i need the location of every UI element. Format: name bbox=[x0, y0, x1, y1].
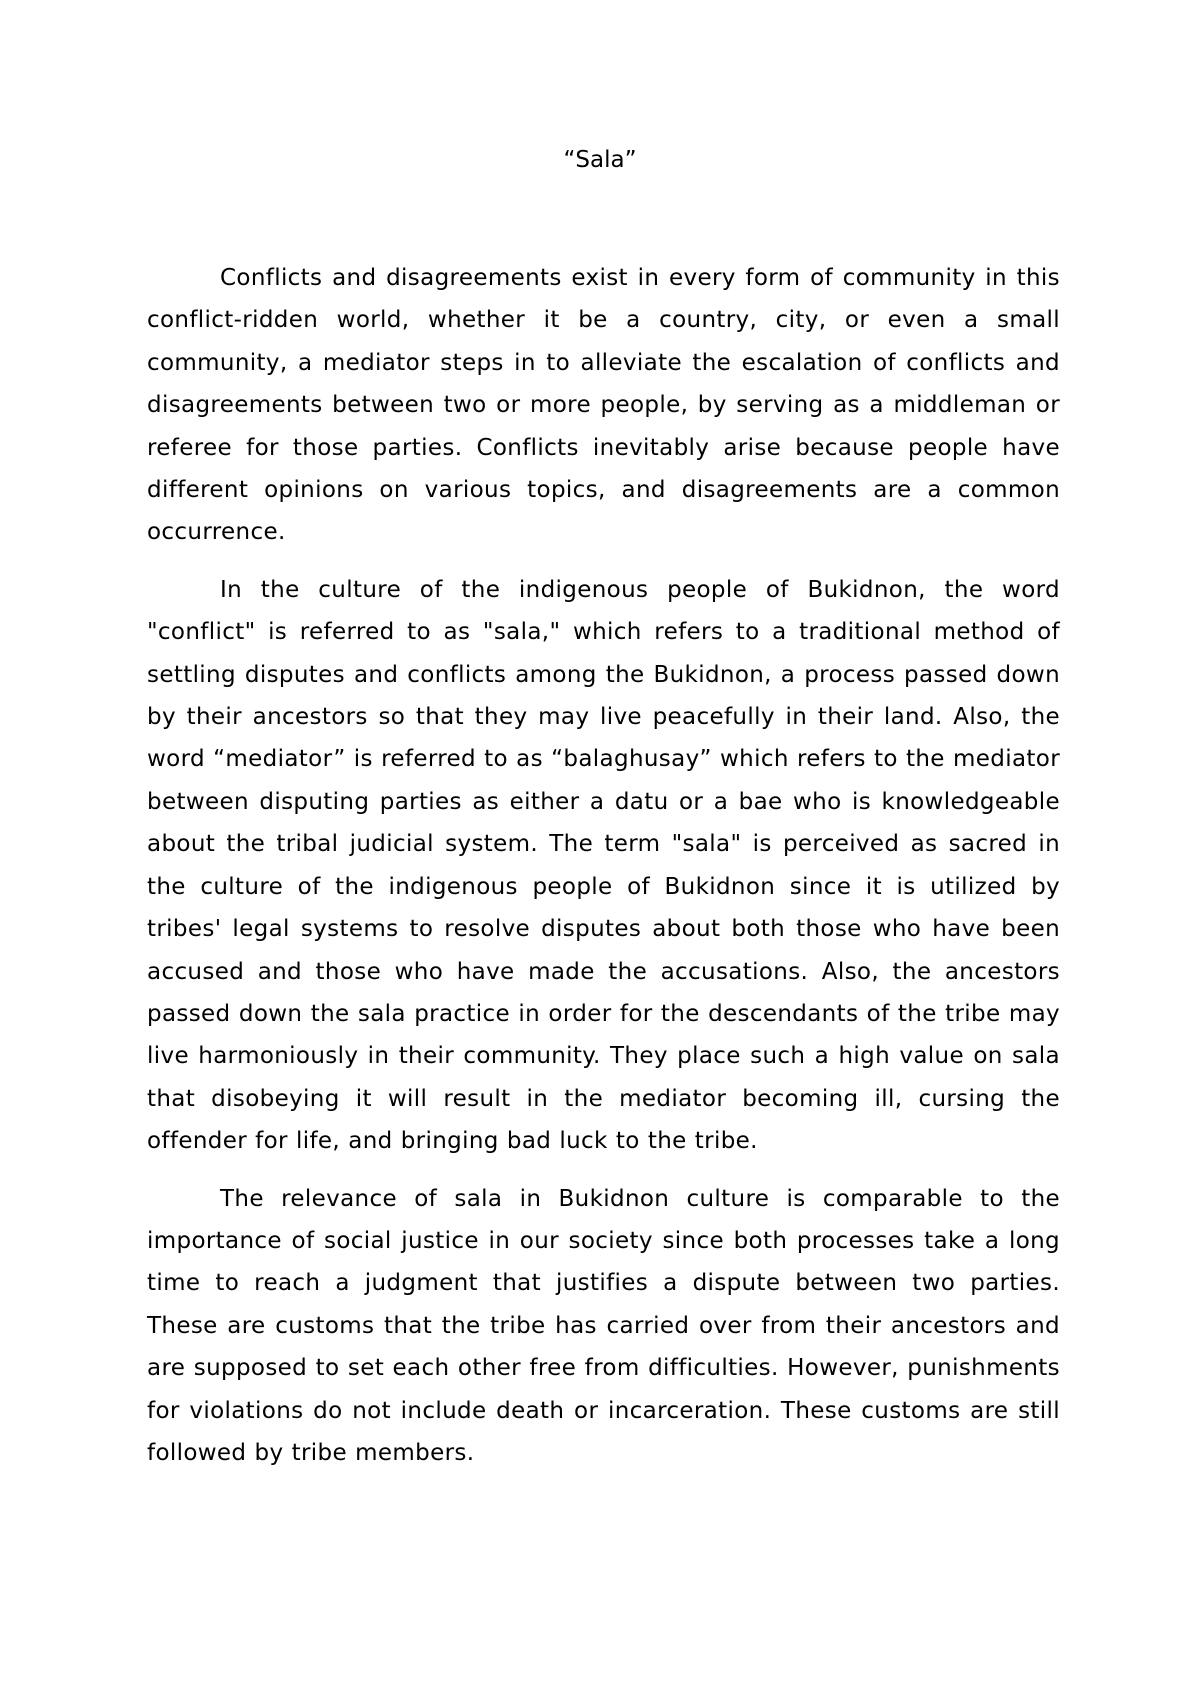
page-title: “Sala” bbox=[563, 147, 637, 173]
paragraph-1: Conflicts and disagreements exist in every form of community in this conflict-ridden world, whether it be a country, city, or even a small community, a mediator steps in to alleviate the escalation of conflicts and disagreements between two or more people, by serving as a middleman or referee for those parties. Conflicts inevitably arise because people have different opinions on various topics, and disagreements are a common occurrence. bbox=[147, 265, 1060, 546]
paragraph-2: In the culture of the indigenous people of Bukidnon, the word "conflict" is referred to as "sala," which refers to a traditional method of settling disputes and conflicts among the Bukidnon, a process passed down by their ancestors so that they may live peacefully in their land. Also, the word “mediator” is referred to as “balaghusay” which refers to the mediator between disputing parties as either a datu or a bae who is knowledgeable about the tribal judicial system. The term "sala" is perceived as sacred in the culture of the indigenous people of Bukidnon since it is utilized by tribes' legal systems to resolve disputes about both those who have been accused and those who have made the accusations. Also, the ancestors passed down the sala practice in order for the descendants of the tribe may live harmoniously in their community. They place such a high value on sala that disobeying it will result in the mediator becoming ill, cursing the offender for life, and bringing bad luck to the tribe. bbox=[147, 576, 1060, 1155]
paragraph-3: The relevance of sala in Bukidnon culture is comparable to the importance of social justice in our society since both processes take a long time to reach a judgment that justifies a dispute between two parties. These are customs that the tribe has carried over from their ancestors and are supposed to set each other free from difficulties. However, punishments for violations do not include death or incarceration. These customs are still followed by tribe members. bbox=[147, 1185, 1060, 1466]
document-body bbox=[147, 257, 1060, 1489]
